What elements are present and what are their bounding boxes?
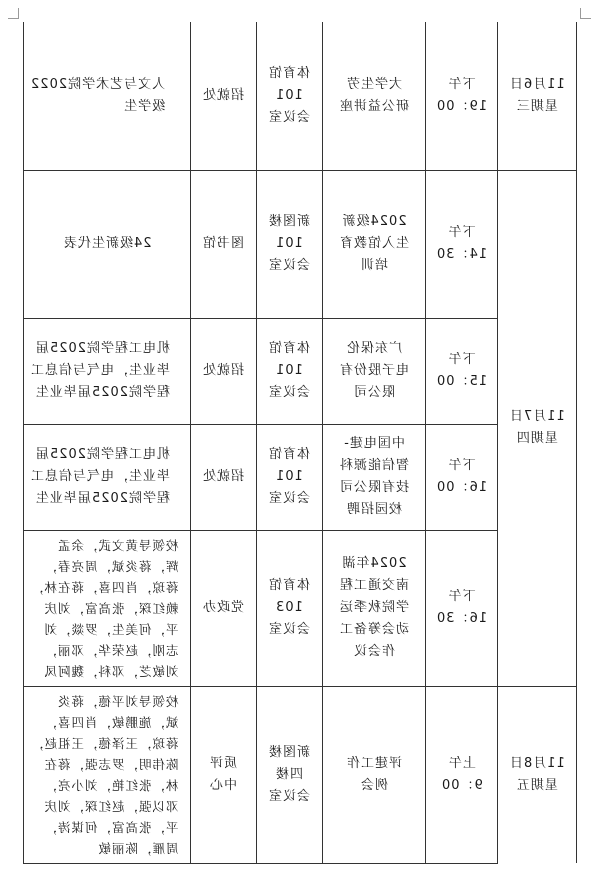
venue-cell: [257, 22, 323, 170]
attendees-cell: [24, 424, 191, 530]
event-cell: [323, 318, 426, 424]
venue-cell: [257, 170, 323, 318]
time-cell: [426, 318, 498, 424]
attendees-cell: [24, 22, 191, 170]
attendees-cell: [24, 170, 191, 318]
table-row: [24, 22, 577, 170]
attendees-text: 机电工程学院2025届 毕业生，电气与信息工 程学院2025届毕业生: [30, 341, 171, 400]
date-cell: [498, 686, 577, 863]
unit-cell: [191, 530, 257, 686]
time-text: 上午 9：00: [440, 755, 483, 793]
unit-text: 招就处: [202, 87, 245, 103]
unit-text: 图书馆: [202, 236, 245, 251]
time-text: 下午 16：00: [435, 458, 488, 495]
time-cell: [426, 686, 498, 863]
venue-cell: [257, 318, 323, 424]
attendees-text: 24级新生代表: [62, 236, 152, 251]
attendees-text: 校领导刘平德，蒋炎 斌，施鹏敏，肖四喜， 蒋琼，王泽德，王祖赵， 陈伟明，罗志强，蒋在 林，张红艳，刘小亮， 邓以强，赵红琛，刘庆 平，张高富，何谋涛， 周雁，陈丽敏: [30, 693, 179, 856]
time-cell: [426, 424, 498, 530]
event-cell: [323, 170, 426, 318]
attendees-cell: [24, 686, 191, 863]
time-cell: [426, 22, 498, 170]
table-row: [24, 318, 577, 424]
attendees-text: 机电工程学院2025届 毕业生，电气与信息工 程学院2025届毕业生: [30, 447, 171, 506]
time-cell: [426, 170, 498, 318]
attendees-text: 校领导黄文武，余孟 辉，蒋炎斌，周亮春， 蒋琼，肖四喜，蒋在林， 赖红琛，张高富，刘庆 平，何美生，罗燚，刘 志刚，赵荣华，邓丽， 刘敏芝，邓科，魏阿凤: [30, 537, 179, 679]
time-text: 下午 14：30: [435, 225, 488, 262]
table-row: [24, 530, 577, 686]
event-text: 2024级新 生入馆教育 培训: [338, 214, 409, 273]
venue-text: 体育馆 103 会议室: [268, 578, 311, 637]
event-cell: [323, 530, 426, 686]
unit-cell: [191, 318, 257, 424]
unit-cell: [191, 686, 257, 863]
unit-text: 党政办: [202, 600, 245, 615]
event-cell: [323, 22, 426, 170]
event-text: 广东保伦 电子股份有 限公司: [338, 341, 409, 400]
venue-text: 新图楼 四楼 会议室: [268, 744, 311, 804]
venue-text: 体育馆 101 会议室: [268, 65, 311, 125]
event-text: 中国电建- 智信能源科 技有限公司 校园招聘: [338, 436, 409, 517]
table-row: [24, 686, 577, 863]
unit-text: 招就处: [202, 469, 245, 484]
table-row: [24, 424, 577, 530]
unit-text: 招就处: [202, 363, 245, 378]
time-cell: [426, 530, 498, 686]
venue-cell: [257, 686, 323, 863]
unit-text: 质评 中心: [209, 755, 238, 793]
attendees-cell: [24, 318, 191, 424]
attendees-cell: [24, 530, 191, 686]
date-text: 11月6日 星期三: [509, 76, 565, 114]
date-cell: [498, 170, 577, 686]
time-text: 下午 15：00: [435, 352, 488, 389]
event-text: 2024年湖 南交通工程 学院秋季运 动会筹备工 作会议: [338, 556, 409, 659]
time-text: 下午 16：30: [435, 589, 488, 626]
meeting-schedule-table: [23, 22, 577, 864]
date-text: 11月7日 星期四: [509, 409, 565, 446]
unit-cell: [191, 424, 257, 530]
event-cell: [323, 686, 426, 863]
unit-cell: [191, 170, 257, 318]
date-text: 11月8日 星期五: [509, 755, 565, 793]
unit-cell: [191, 22, 257, 170]
venue-text: 体育馆 101 会议室: [268, 341, 311, 400]
event-text: 大学生劳 研公益讲座: [338, 76, 409, 114]
page-corner-mark: [8, 8, 19, 19]
date-cell: [498, 22, 577, 170]
time-text: 下午 19：00: [435, 76, 488, 114]
venue-cell: [257, 424, 323, 530]
venue-cell: [257, 530, 323, 686]
attendees-text: 人文与艺术学院2022 级学生: [30, 76, 166, 114]
venue-text: 体育馆 101 会议室: [268, 447, 311, 506]
page-corner-mark: [580, 8, 591, 19]
event-cell: [323, 424, 426, 530]
venue-text: 新图楼 101 会议室: [268, 214, 311, 273]
event-text: 评建工作 例会: [345, 755, 402, 793]
table-row: [24, 170, 577, 318]
